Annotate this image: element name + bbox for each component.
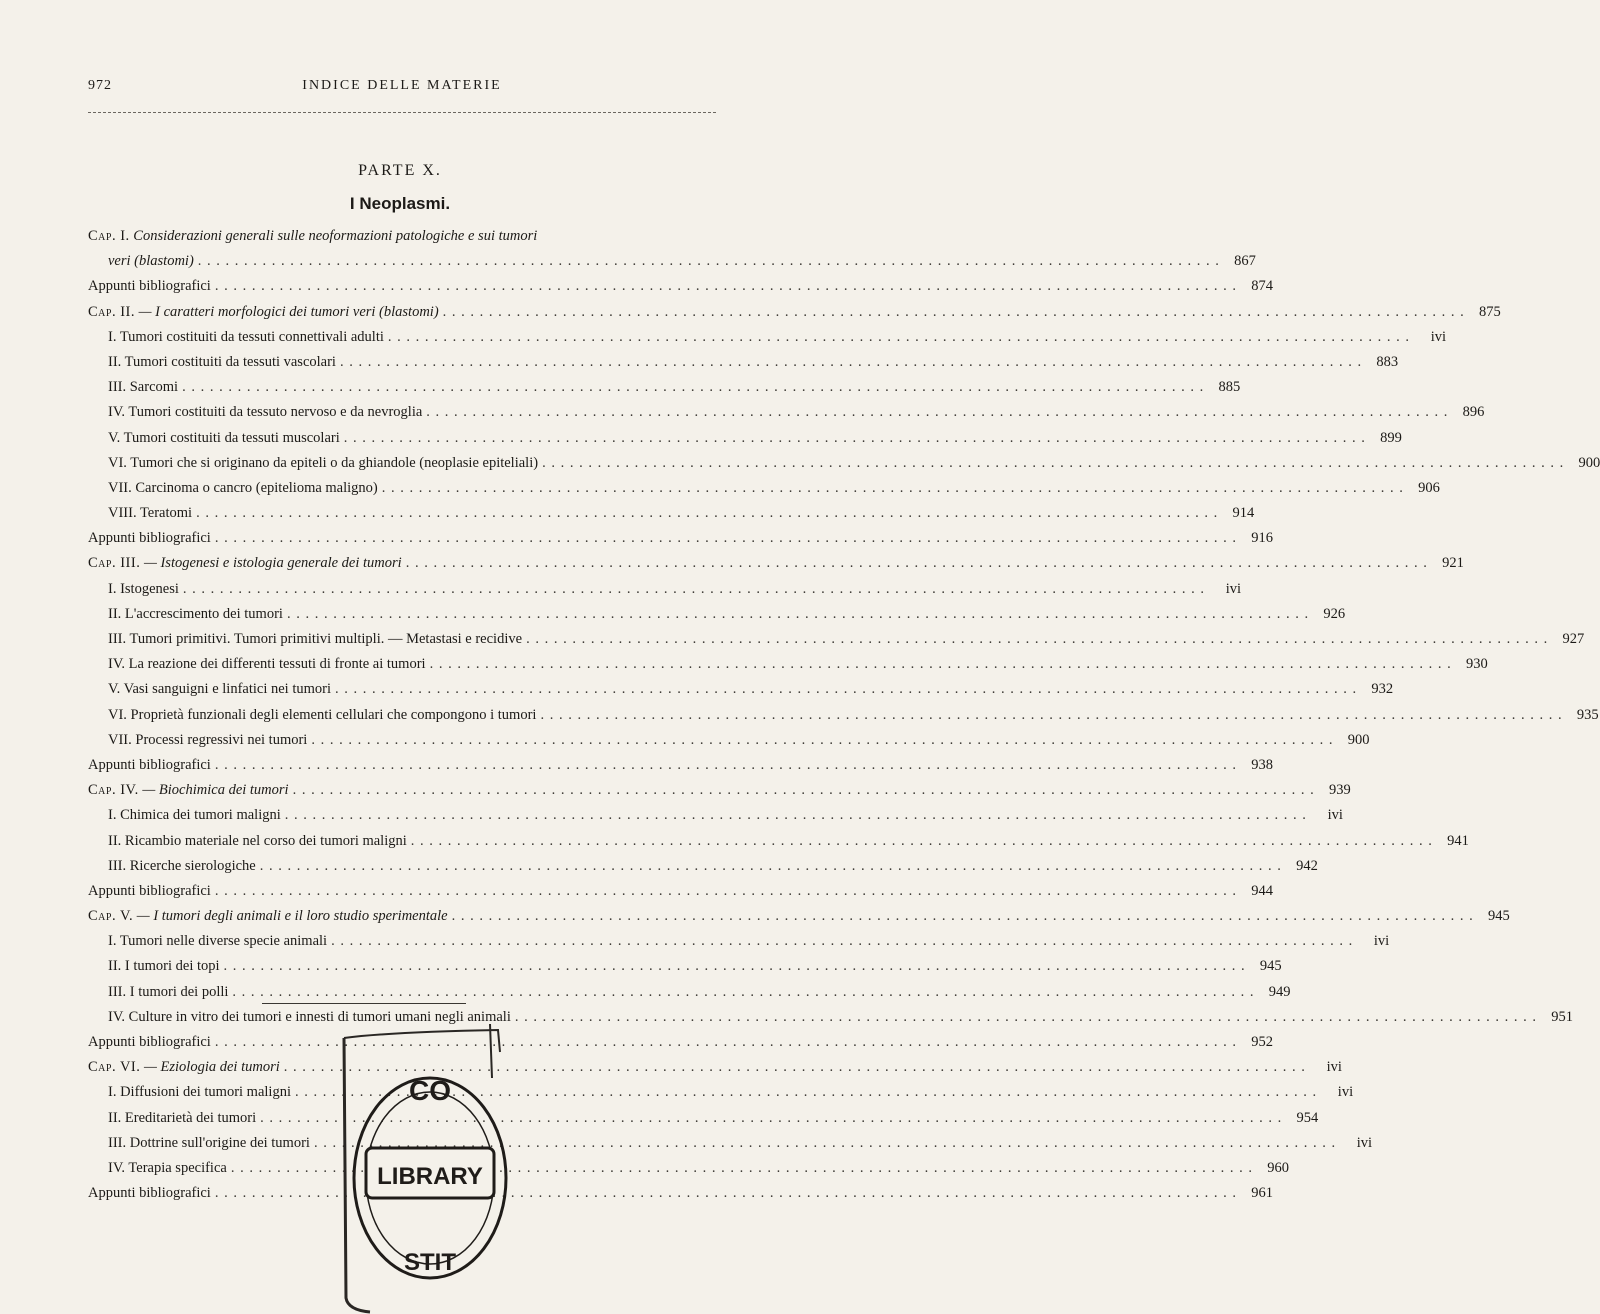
toc-page-number: ivi <box>1356 1134 1373 1151</box>
toc-entry-title: III. Dottrine sull'origine dei tumori <box>108 1134 310 1151</box>
toc-page-number: 938 <box>1251 756 1273 773</box>
toc-entry <box>88 703 1599 728</box>
toc-page-number: 951 <box>1551 1008 1573 1025</box>
toc-entry-title: IV. La reazione dei differenti tessuti di fronte ai tumori <box>108 656 426 673</box>
toc-chapter-entry <box>88 778 1351 803</box>
toc-page-number: 960 <box>1267 1159 1289 1176</box>
leader-dots <box>198 249 1220 274</box>
toc-entry-title: I. Istogenesi <box>108 580 179 597</box>
toc-entry-text <box>108 577 179 602</box>
leader-dots <box>406 551 1428 576</box>
toc-entry-title: Appunti bibliografici <box>88 530 211 547</box>
leader-dots <box>452 904 1474 929</box>
toc-entry <box>88 677 1394 702</box>
toc-entry-text <box>108 677 331 702</box>
toc-page-number: 899 <box>1380 429 1402 446</box>
toc-entry <box>88 476 1440 501</box>
toc-entry-text <box>108 476 378 501</box>
toc-entry-title: Appunti bibliografici <box>88 1185 211 1202</box>
toc-entry-text <box>108 929 327 954</box>
toc-page-number: 921 <box>1442 555 1464 572</box>
toc-entry-text <box>108 426 340 451</box>
toc-entry-title: II. Ricambio materiale nel corso dei tumori maligni <box>108 832 407 849</box>
toc-entry-text <box>108 375 178 400</box>
leader-dots <box>388 325 1410 350</box>
leader-dots <box>344 426 1366 451</box>
toc-entry-title: II. L'accrescimento dei tumori <box>108 605 283 622</box>
toc-page-number: 944 <box>1251 882 1273 899</box>
toc-entry-title: V. Tumori costituiti da tessuti muscolari <box>108 429 340 446</box>
toc-entry-text <box>88 526 211 551</box>
toc-entry-text <box>108 1080 291 1105</box>
chapter-number: Cap. III. <box>88 555 141 572</box>
toc-page-number: 949 <box>1268 983 1291 1000</box>
toc-entry-text <box>108 451 538 476</box>
toc-entry <box>88 929 1390 954</box>
page-header <box>88 78 716 102</box>
toc-entry-text <box>88 300 439 325</box>
header-rule <box>88 112 716 113</box>
toc-entry-title: — I caratteri morfologici dei tumori veri (blastomi) <box>138 303 439 320</box>
toc-chapter-entry <box>88 551 1464 576</box>
toc-entry-title: III. Ricerche sierologiche <box>108 857 256 874</box>
part-subtitle: I Neoplasmi. <box>349 194 451 213</box>
toc-entry <box>88 426 1402 451</box>
toc-page-number: 916 <box>1251 530 1273 547</box>
toc-page-number: 939 <box>1328 782 1351 799</box>
leader-dots <box>443 300 1465 325</box>
leader-dots <box>182 375 1204 400</box>
leader-dots <box>430 652 1452 677</box>
toc-entry-text <box>108 854 256 879</box>
toc-entry-title: — Eziologia dei tumori <box>144 1059 280 1076</box>
toc-page-number: 945 <box>1487 908 1510 925</box>
leader-dots <box>285 803 1307 828</box>
toc-entry-title: IV. Terapia specifica <box>108 1159 227 1176</box>
toc-entry-text <box>108 400 422 425</box>
toc-entry-title: — Biochimica dei tumori <box>142 782 289 799</box>
toc-page-number: 952 <box>1251 1034 1273 1050</box>
toc-entry-title: I. Diffusioni dei tumori maligni <box>108 1084 291 1101</box>
running-title: INDICE DELLE MATERIE <box>302 78 502 93</box>
toc-entry-text <box>108 1131 310 1156</box>
leader-dots <box>515 1005 1537 1030</box>
toc-entry-title: III. Sarcomi <box>108 379 179 396</box>
leader-dots <box>215 753 1237 778</box>
leader-dots <box>540 703 1562 728</box>
toc-page-number: 935 <box>1576 706 1599 723</box>
leader-dots <box>526 627 1548 652</box>
toc-entry-title: Appunti bibliografici <box>88 882 211 899</box>
toc-page-number: 875 <box>1479 303 1501 320</box>
chapter-number: Cap. II. <box>88 303 135 320</box>
toc-chapter-entry <box>88 224 688 249</box>
toc-entry-title: II. I tumori dei topi <box>108 958 220 975</box>
toc-page-number: 954 <box>1296 1109 1319 1126</box>
toc-entry-text <box>108 1106 256 1131</box>
toc-page-number: 932 <box>1371 681 1394 698</box>
toc-entry-text <box>108 652 426 677</box>
stamp-bottom-text: STIT <box>404 1249 456 1276</box>
toc-page-number: 874 <box>1251 278 1273 295</box>
toc-entry-text <box>108 1156 227 1181</box>
toc-entry-text <box>88 224 537 249</box>
toc-entry-text <box>108 829 407 854</box>
leader-dots <box>340 350 1362 375</box>
leader-dots <box>382 476 1404 501</box>
toc-entry-title: VII. Carcinoma o cancro (epitelioma maligno) <box>108 479 378 496</box>
leader-dots <box>335 677 1357 702</box>
toc-entry <box>88 400 1485 425</box>
toc-page-number: ivi <box>1373 933 1390 950</box>
toc-entry <box>88 249 1256 274</box>
toc-entry <box>88 501 1255 526</box>
toc-entry <box>88 375 1241 400</box>
leader-dots <box>224 954 1246 979</box>
toc-page-number: 885 <box>1218 379 1241 396</box>
toc-entry-title: Appunti bibliografici <box>88 278 211 295</box>
toc-entry-text <box>108 350 336 375</box>
toc-entry-title: IV. Tumori costituiti da tessuto nervoso e da nevroglia <box>108 404 423 421</box>
leader-dots <box>542 451 1564 476</box>
toc-page-number: 945 <box>1259 958 1282 975</box>
toc-entry-title: VIII. Teratomi <box>108 505 193 522</box>
toc-entry <box>88 577 1241 602</box>
toc-page-number: 867 <box>1234 253 1256 270</box>
toc-entry-title: Appunti bibliografici <box>88 1034 211 1050</box>
toc-page-number: ivi <box>1327 807 1343 824</box>
toc-chapter-entry <box>88 300 1501 325</box>
toc-entry-text <box>88 1181 211 1206</box>
toc-entry <box>88 274 1273 299</box>
toc-entry-title: II. Ereditarietà dei tumori <box>108 1109 257 1126</box>
leader-dots <box>311 728 1333 753</box>
toc-entry-title: I. Tumori costituiti da tessuti connettivali adulti <box>108 328 384 345</box>
toc-page-number: 927 <box>1562 631 1585 647</box>
toc-entry-text <box>108 501 192 526</box>
toc-entry <box>88 451 1600 476</box>
toc-entry <box>88 350 1399 375</box>
toc-page-number: 930 <box>1465 656 1488 673</box>
toc-entry-text <box>108 728 307 753</box>
toc-entry <box>88 652 1488 677</box>
toc-entry-title: III. Tumori primitivi. Tumori primitivi multipli. — Metastasi e recidive <box>108 631 523 647</box>
toc-page-number: 926 <box>1323 605 1346 622</box>
toc-entry <box>88 854 1318 879</box>
toc-entry-text <box>108 703 536 728</box>
toc-entry <box>88 879 1273 904</box>
leader-dots <box>287 602 1309 627</box>
toc-entry <box>88 728 1370 753</box>
toc-entry-text <box>88 551 402 576</box>
toc-entry <box>88 325 1447 350</box>
chapter-number: Cap. V. <box>88 908 134 925</box>
toc-entry-title: III. I tumori dei polli <box>108 983 229 1000</box>
toc-entry-title: — I tumori degli animali e il loro studio sperimentale <box>136 908 448 925</box>
toc-entry-text <box>108 325 384 350</box>
leader-dots <box>331 929 1353 954</box>
toc-entry-title: I. Tumori nelle diverse specie animali <box>108 933 328 950</box>
toc-entry-text <box>88 879 211 904</box>
toc-chapter-entry <box>88 904 1510 929</box>
toc-entry-text <box>108 627 522 652</box>
toc-page-number: 941 <box>1447 832 1469 849</box>
toc-page-number: 883 <box>1376 353 1399 370</box>
toc-entry-text <box>88 904 448 929</box>
toc-entry-title: VI. Proprietà funzionali degli elementi cellulari che compongono i tumori <box>108 706 537 723</box>
toc-entry <box>88 627 1585 652</box>
toc-entry-text <box>88 1055 280 1080</box>
leader-dots <box>411 829 1433 854</box>
library-stamp <box>330 1018 512 1314</box>
toc-page-number: 914 <box>1232 505 1255 522</box>
leader-dots <box>260 854 1282 879</box>
toc-entry-title: V. Vasi sanguigni e linfatici nei tumori <box>108 681 331 698</box>
toc-page-number: 942 <box>1296 857 1318 874</box>
leader-dots <box>426 400 1448 425</box>
toc-page-number: 900 <box>1578 454 1600 471</box>
toc-page-number: 961 <box>1251 1185 1273 1202</box>
toc-entry <box>88 980 1291 1005</box>
toc-entry-title: Appunti bibliografici <box>88 756 211 773</box>
toc-page-number: 900 <box>1347 731 1370 748</box>
toc-entry-title: VI. Tumori che si originano da epiteli o da ghiandole (neoplasie epiteliali) <box>108 454 539 471</box>
toc-entry <box>88 526 1273 551</box>
toc-entry-text <box>108 980 228 1005</box>
leader-dots <box>293 778 1315 803</box>
toc-page-number: ivi <box>1430 328 1447 345</box>
toc-entry-title: Considerazioni generali sulle neoformazioni patologiche e sui tumori <box>133 228 538 244</box>
toc-entry-title: IV. Culture in vitro dei tumori e innesti di tumori umani negli animali <box>108 1008 511 1025</box>
toc-entry-text <box>88 753 211 778</box>
leader-dots <box>232 980 1254 1005</box>
chapter-number: Cap. IV. <box>88 782 139 799</box>
toc-page-number: ivi <box>1326 1059 1342 1076</box>
toc-entry-title: II. Tumori costituiti da tessuti vascolari <box>108 353 336 370</box>
toc-entry-text <box>108 954 220 979</box>
toc-entry-text <box>88 1030 211 1055</box>
toc-page-number: ivi <box>1337 1084 1354 1101</box>
chapter-number: Cap. I. <box>88 228 130 244</box>
toc-entry <box>88 602 1346 627</box>
toc-entry-text <box>88 778 289 803</box>
toc-page-number: 906 <box>1418 479 1440 496</box>
toc-entry-title: — Istogenesi e istologia generale dei tumori <box>143 555 402 572</box>
toc-page-number: 896 <box>1462 404 1485 421</box>
leader-dots <box>215 879 1237 904</box>
toc-entry-title: I. Chimica dei tumori maligni <box>108 807 281 824</box>
toc-page-number: ivi <box>1225 580 1241 597</box>
toc-entry <box>88 829 1469 854</box>
toc-entry-text <box>108 602 283 627</box>
toc-entry-text <box>88 274 211 299</box>
page-number: 972 <box>88 78 112 93</box>
leader-dots <box>215 274 1237 299</box>
leader-dots <box>196 501 1218 526</box>
toc-entry-text <box>108 249 194 274</box>
part-title: PARTE X. <box>358 162 442 179</box>
chapter-number: Cap. VI. <box>88 1059 141 1076</box>
leader-dots <box>215 526 1237 551</box>
toc-entry-text <box>108 803 281 828</box>
stamp-main-text: LIBRARY <box>377 1163 483 1190</box>
toc-entry <box>88 753 1273 778</box>
bottom-rule <box>262 1003 466 1004</box>
toc-entry <box>88 803 1343 828</box>
toc-entry-title: veri (blastomi) <box>108 253 194 270</box>
toc-entry <box>88 954 1282 979</box>
toc-entry-title: VII. Processi regressivi nei tumori <box>108 731 308 748</box>
stamp-top-text: CO <box>409 1075 451 1106</box>
leader-dots <box>183 577 1205 602</box>
